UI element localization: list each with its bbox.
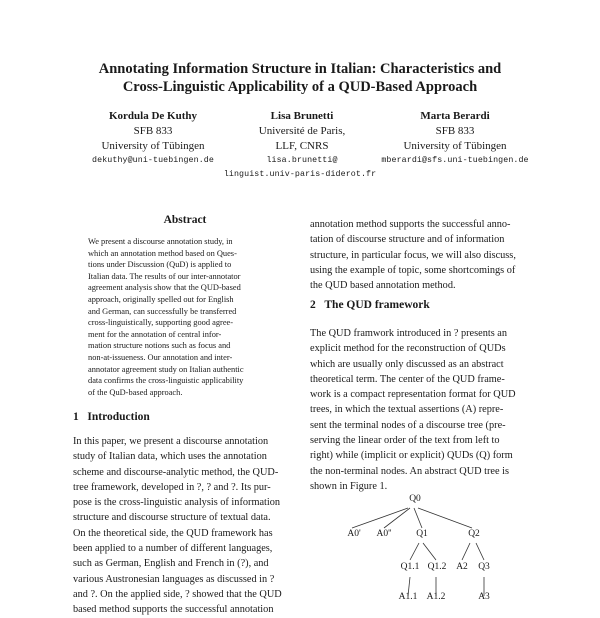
body-line: which are usually only discussed as an abstract <box>310 358 504 370</box>
author-name: Kordula De Kuthy <box>108 110 197 122</box>
author-name: Lisa Brunetti <box>270 110 334 122</box>
author-email-continuation[interactable]: linguist.univ-paris-diderot.fr <box>223 170 377 179</box>
body-line: shown in Figure 1. <box>310 480 388 492</box>
section-number: 2 <box>310 299 316 311</box>
tree-edge <box>418 508 472 528</box>
body-line: such as German, English and French in (?), and <box>73 558 269 570</box>
body-line: study of Italian data, which uses the annotation <box>73 451 267 463</box>
author-affiliation: SFB 833 <box>435 125 475 137</box>
abstract-line: Italian data. The results of our inter-annotator <box>88 271 241 281</box>
body-line: trees, in which the textual assertions (A) repre- <box>310 404 504 416</box>
body-line: tree framework, developed in ?, ? and ?. Its pur- <box>73 481 271 493</box>
tree-edge <box>414 508 422 528</box>
body-line: explicit method for the reconstruction of QUDs <box>310 343 506 355</box>
abstract-line: tions under Discussion (QuD) is applied to <box>88 260 232 270</box>
body-line: theoretical term. The center of the QUD frame- <box>310 373 505 385</box>
tree-node-root: Q0 <box>409 494 421 504</box>
tree-node: Q1.1 <box>400 562 420 572</box>
body-line: On the theoretical side, the QUD framework has <box>73 527 273 539</box>
body-line: pose is the cross-linguistic analysis of information <box>73 497 281 509</box>
paper-title-line-2: Cross-Linguistic Applicability of a QUD-Based Approach <box>122 79 478 95</box>
author-email[interactable]: mberardi@sfs.uni-tuebingen.de <box>381 156 529 165</box>
abstract-line: mation structure notions such as focus and <box>88 341 231 351</box>
tree-edge <box>423 543 436 560</box>
abstract-line: approach, originally spelled out for English <box>88 294 234 304</box>
body-line: annotation method supports the successful anno- <box>310 219 511 230</box>
tree-node: A0'' <box>376 529 392 539</box>
tree-node: Q3 <box>478 562 490 572</box>
author-name: Marta Berardi <box>420 110 490 122</box>
abstract-line: We present a discourse annotation study, in <box>88 237 233 246</box>
author-affiliation: University of Tübingen <box>101 140 205 152</box>
author-affiliation: University of Tübingen <box>403 140 507 152</box>
abstract-line: data confirms the cross-linguistic applicability <box>88 376 244 386</box>
body-line: been applied to a number of different languages, <box>73 543 273 555</box>
abstract-line: cross-linguistically, supporting good agree- <box>88 318 234 328</box>
tree-edge <box>410 543 419 560</box>
abstract-line: annotator agreement study on Italian authentic <box>88 364 244 374</box>
abstract-line: agreement analysis show that the QUD-based <box>88 283 241 293</box>
body-line: work is a compact representation format for QUD <box>310 389 516 401</box>
body-line: scheme and discourse-analytic method, the QUD- <box>73 466 279 478</box>
abstract-line: non-at-issueness. Our annotation and inter- <box>88 352 233 362</box>
author-affiliation: Université de Paris, <box>258 125 346 137</box>
tree-node: Q1 <box>416 529 428 539</box>
tree-edge <box>462 543 470 560</box>
tree-node: A3 <box>478 592 490 602</box>
body-line: sent the terminal nodes of a discourse tree (pre- <box>310 419 506 431</box>
abstract-heading: Abstract <box>163 214 207 226</box>
body-line: various Austronesian languages as discussed in ? <box>73 573 275 585</box>
body-line: right) while (implicit or explicit) QUDs (Q) form <box>310 450 513 462</box>
body-line: the non-terminal nodes. An abstract QUD tree is <box>310 465 510 477</box>
body-line: structure and discourse structure of textual data. <box>73 512 271 524</box>
abstract-line: of the QuD-based approach. <box>88 387 183 397</box>
body-line: structure, in particular focus, we will also discuss, <box>310 249 516 261</box>
body-line: the QUD based annotation method. <box>310 280 456 292</box>
tree-node: A1.1 <box>398 592 418 602</box>
body-line: The QUD framwork introduced in ? presents an <box>310 328 508 339</box>
body-line: and ?. On the applied side, ? showed that the QUD <box>73 588 282 600</box>
tree-node: Q2 <box>468 529 480 539</box>
body-line: based method supports the successful annotation <box>73 604 274 616</box>
tree-edge <box>384 508 410 528</box>
section-number: 1 <box>73 411 79 423</box>
abstract-line: and German, can successfully be transferred <box>88 306 237 316</box>
paper-title-line-1: Annotating Information Structure in Italian: Characteristics and <box>98 61 502 77</box>
abstract-line: ment for the annotation of central infor- <box>88 329 222 339</box>
author-email[interactable]: lisa.brunetti@ <box>266 156 338 165</box>
body-line: serving the linear order of the text from left to <box>310 435 500 447</box>
tree-node: A1.2 <box>426 592 446 602</box>
tree-node: Q1.2 <box>427 562 447 572</box>
tree-edge <box>476 543 484 560</box>
tree-node: A0' <box>347 529 361 539</box>
body-line: In this paper, we present a discourse annotation <box>73 436 269 447</box>
tree-node: A2 <box>456 562 468 572</box>
author-affiliation: LLF, CNRS <box>275 140 329 152</box>
abstract-line: which an annotation method based on Ques- <box>88 248 237 258</box>
author-email[interactable]: dekuthy@uni-tuebingen.de <box>92 156 214 165</box>
tree-edge <box>352 508 408 528</box>
section-title: The QUD framework <box>324 299 430 311</box>
author-affiliation: SFB 833 <box>133 125 173 137</box>
body-line: using the example of topic, some shortcomings of <box>310 264 516 276</box>
body-line: tation of discourse structure and of information <box>310 234 505 246</box>
section-title: Introduction <box>87 411 150 423</box>
